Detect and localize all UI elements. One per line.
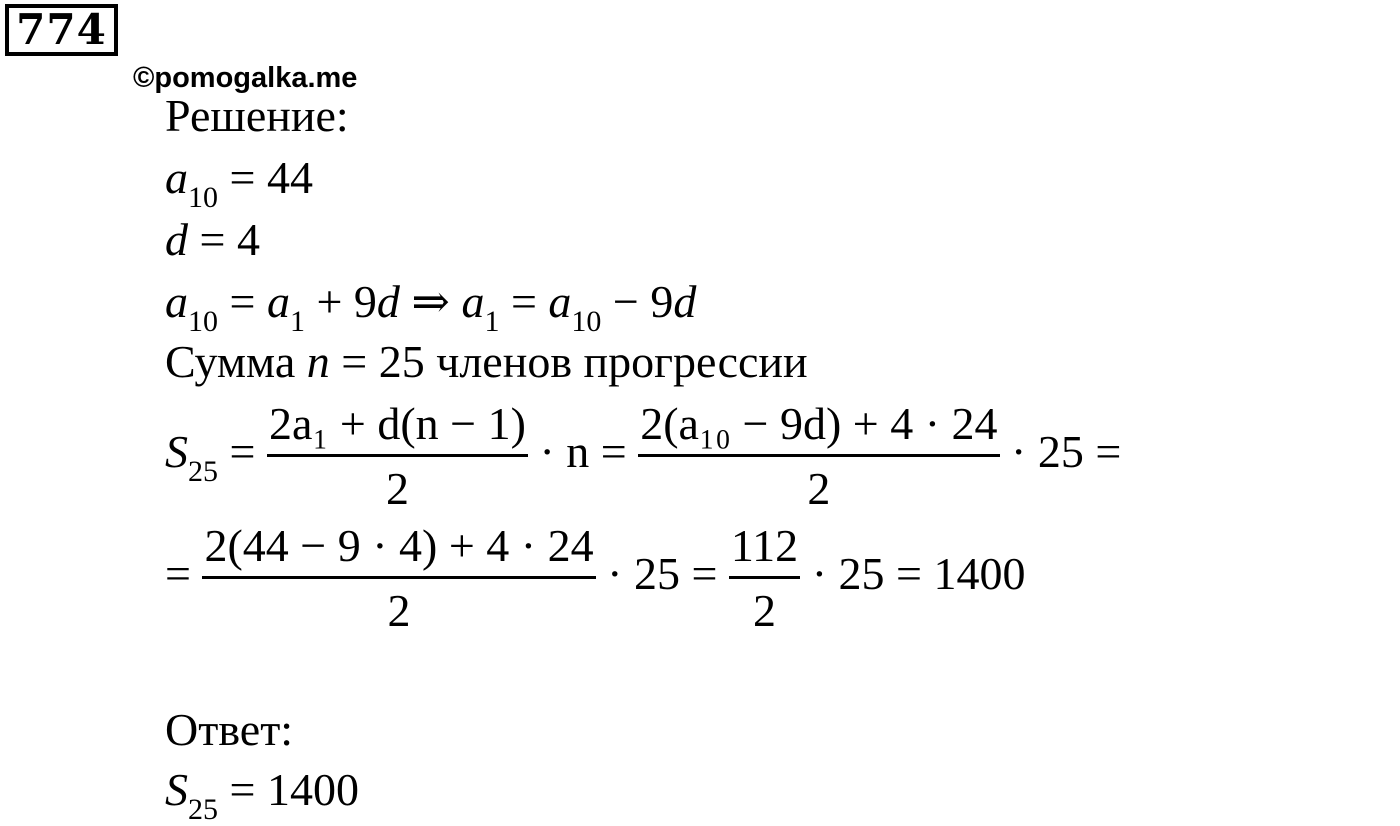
answer-line: [165, 762, 359, 824]
text: · 25 = 1400: [800, 548, 1026, 600]
text: =: [218, 276, 267, 327]
fraction-bar: [202, 576, 595, 579]
denominator: 2: [387, 585, 411, 636]
fraction: [638, 396, 999, 517]
text: Сумма: [165, 336, 307, 387]
subscript: 10: [188, 305, 218, 338]
solution-heading: Решение:: [165, 90, 349, 141]
subscript: 25: [188, 455, 218, 489]
var-a: a: [548, 276, 572, 327]
fraction-bar: [729, 576, 800, 579]
subscript: 1: [484, 305, 500, 338]
problem-number: 774: [5, 4, 118, 56]
line-a10: [165, 150, 313, 212]
var-n: n: [306, 336, 330, 387]
watermark: ©pomogalka.me: [133, 62, 358, 94]
numerator: 112: [730, 520, 799, 571]
var-a: a: [266, 276, 290, 327]
text: · n =: [527, 426, 639, 478]
denominator: 2: [385, 463, 409, 514]
var-a: a: [165, 276, 188, 327]
var-S: S: [165, 426, 188, 478]
subscript: 10: [571, 305, 602, 338]
numerator: 2(44 − 9 · 4) + 4 · 24: [204, 520, 594, 571]
var-d: d: [165, 214, 188, 265]
text: · 25 =: [999, 426, 1122, 478]
subscript: 1: [289, 305, 305, 338]
implies: ⇒: [399, 276, 462, 327]
var-a: a: [165, 152, 188, 203]
fraction: [202, 518, 595, 639]
rhs: = 4: [188, 214, 260, 265]
denominator: 2: [807, 463, 831, 514]
text: = 1400: [218, 764, 359, 815]
fraction: [729, 518, 800, 639]
text: =: [499, 276, 549, 327]
denominator: 2: [753, 585, 777, 636]
subscript: 25: [188, 793, 218, 826]
var-S: S: [165, 764, 188, 815]
line-d: [165, 212, 260, 268]
formula-line-1: [165, 396, 1121, 517]
text: + 9: [304, 276, 377, 327]
numerator: 2a₁ + d(n − 1): [268, 398, 526, 449]
fraction-bar: [638, 454, 999, 457]
text: · 25 =: [595, 548, 729, 600]
subscript: 10: [188, 181, 218, 214]
var-a: a: [461, 276, 485, 327]
rhs: = 44: [218, 152, 313, 203]
line-relation: [165, 274, 696, 336]
fraction: [267, 396, 528, 517]
formula-line-2: [165, 518, 1025, 639]
line-sum-text: [165, 334, 808, 390]
var-d: d: [376, 276, 400, 327]
numerator: 2(a₁₀ − 9d) + 4 · 24: [640, 398, 998, 449]
text: − 9: [601, 276, 674, 327]
fraction-bar: [267, 454, 528, 457]
text: =: [165, 548, 203, 600]
text: = 25 членов прогрессии: [329, 336, 808, 387]
answer-heading: Ответ:: [165, 704, 294, 755]
equals: =: [218, 426, 267, 478]
var-d: d: [673, 276, 697, 327]
